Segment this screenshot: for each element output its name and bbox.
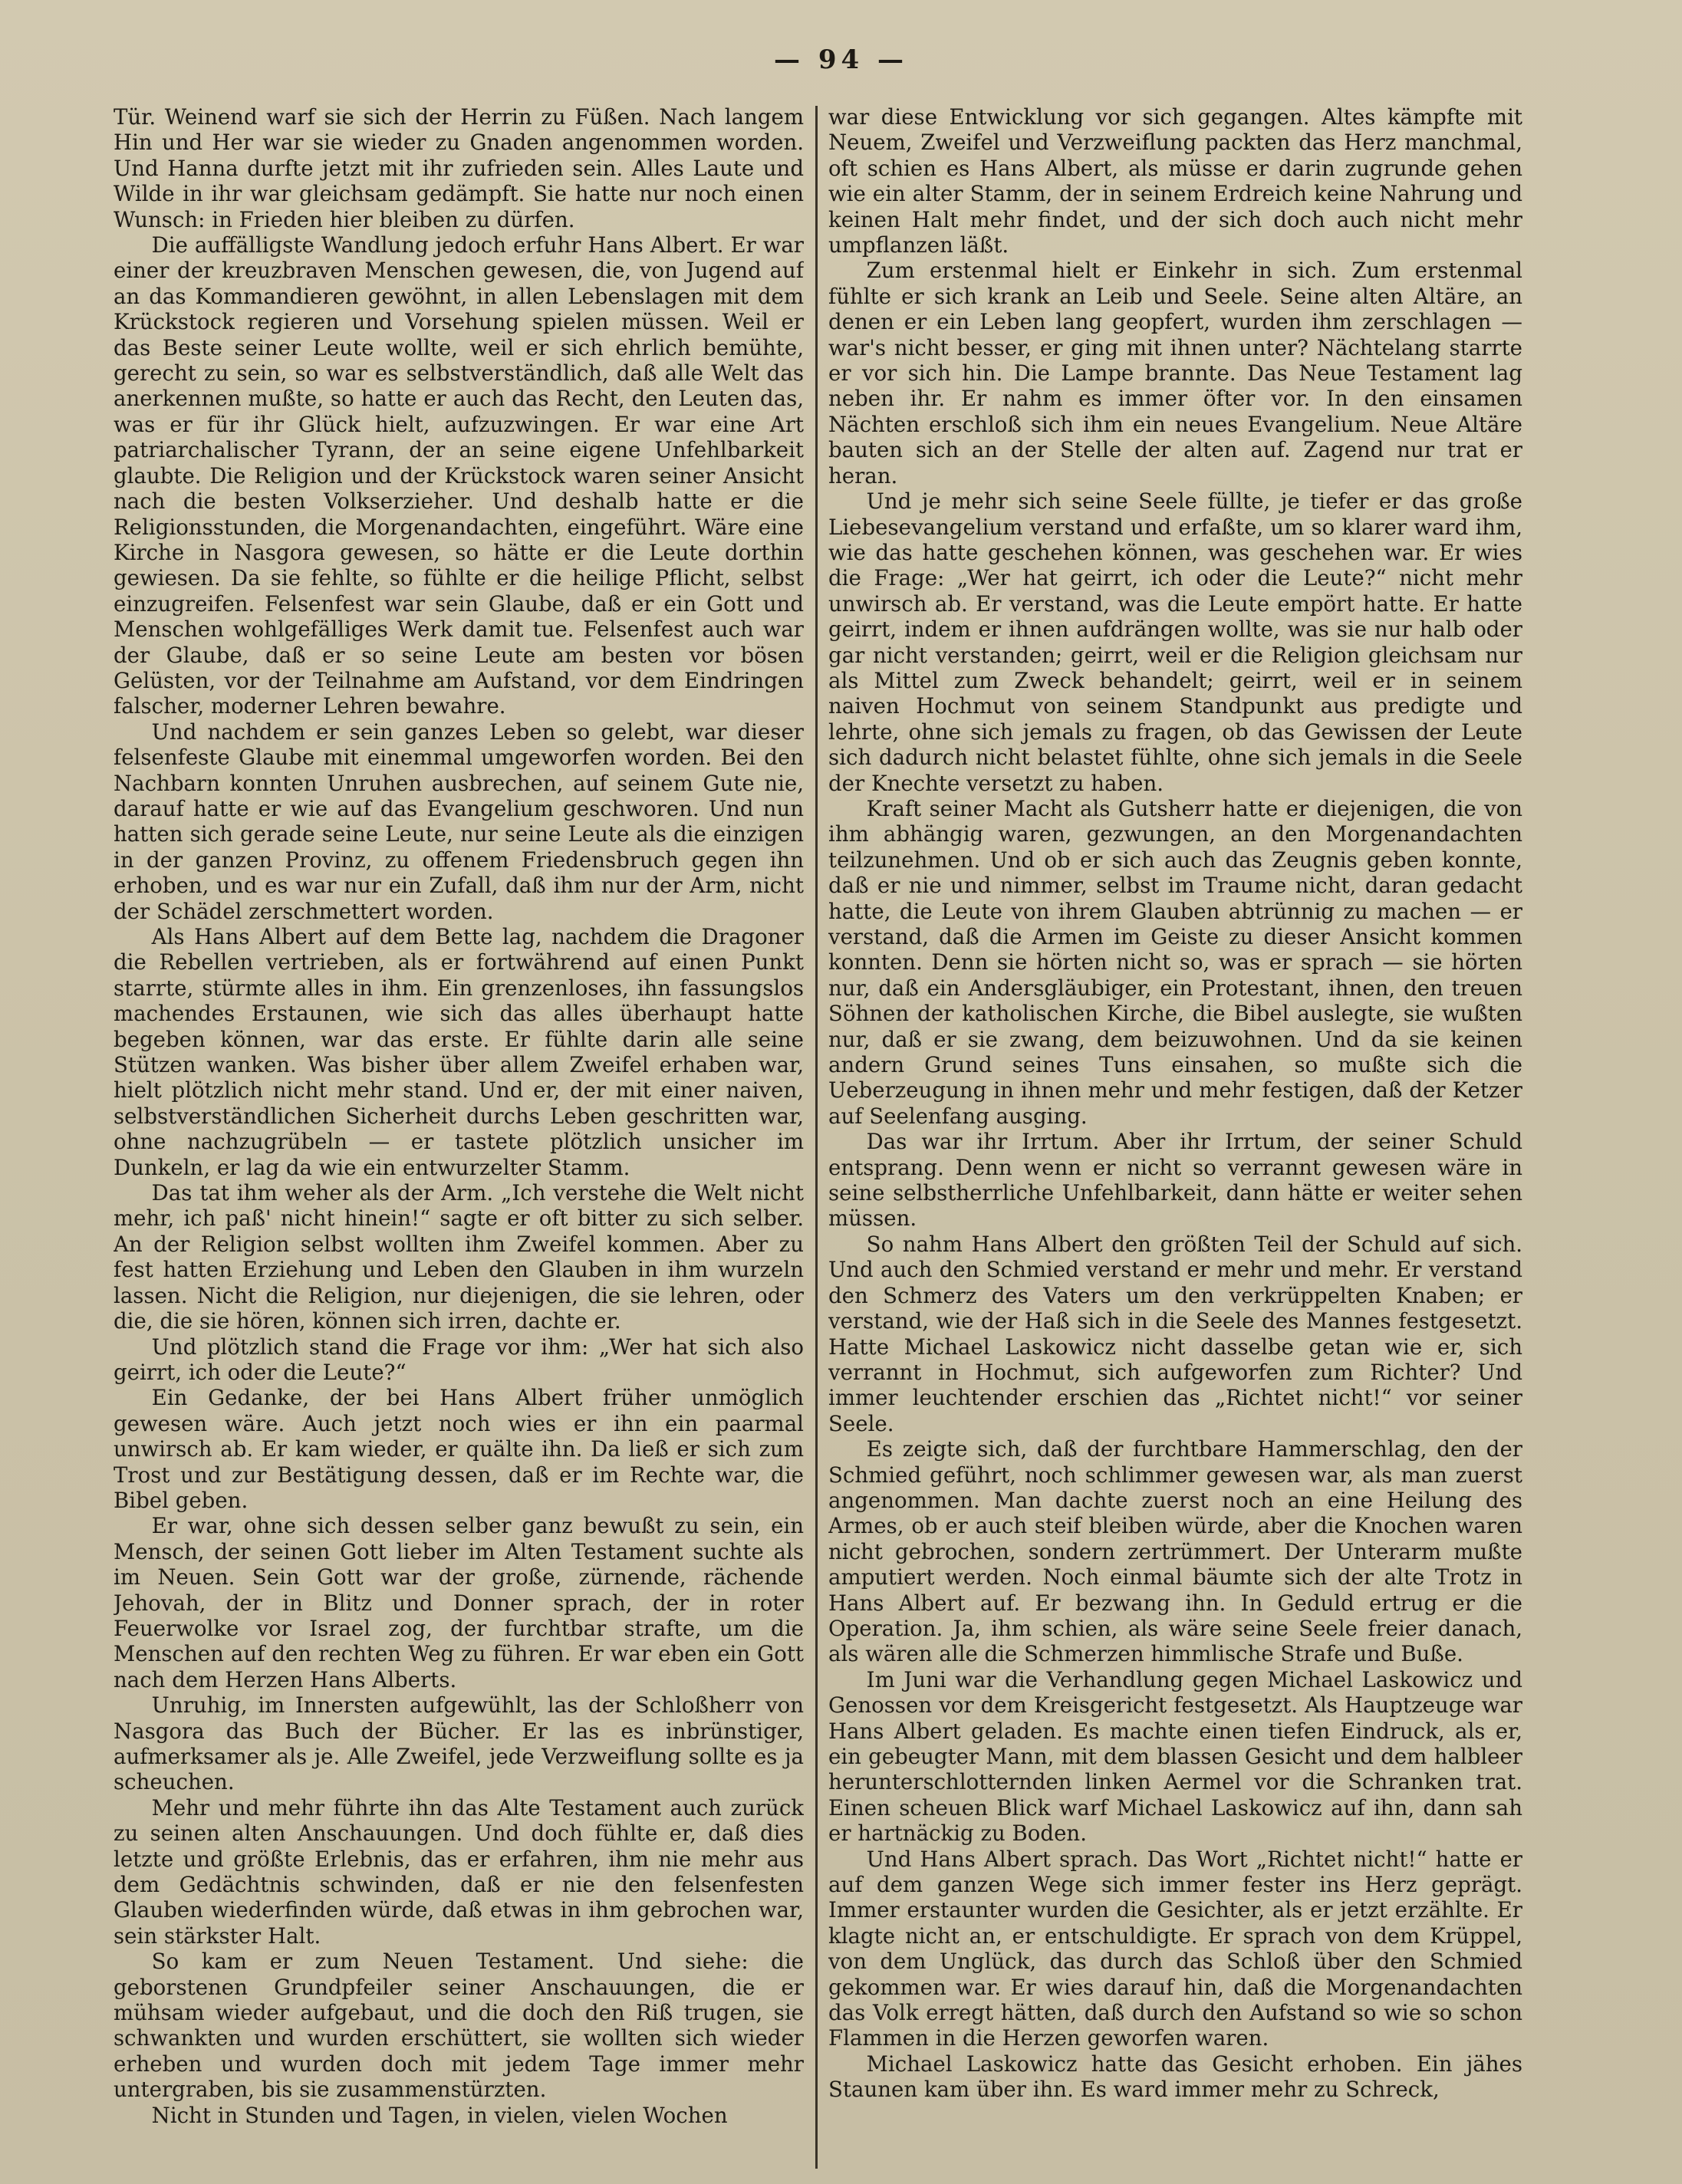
paragraph: So kam er zum Neuen Testament. Und siehe: die geborstenen Grundpfeiler seiner Anschauungen, die er mühsam wieder aufgebaut, und die doch den Riß trugen, sie schwankten und wurden erschüttert, sie wollten sich wieder erheben und wurden doch mit jedem Tage immer mehr untergraben, bis sie zusammenstürzten.: [114, 1949, 804, 2103]
paragraph: Kraft seiner Macht als Gutsherr hatte er diejenigen, die von ihm abhängig waren, gezwungen, an den Morgenandachten teilzunehmen. Und ob er sich auch das Zeugnis geben konnte, daß er nie und nimmer, selbst im Traume nicht, daran gedacht hatte, die Leute von ihrem Glauben abtrünnig zu machen — er verstand, daß die Armen im Geiste zu dieser Ansicht kommen konnten. Denn sie hörten nicht so, was er sprach — sie hörten nur, daß ein Andersgläubiger, ein Protestant, ihnen, den treuen Söhnen der katholischen Kirche, die Bibel auslegte, sie wußten nur, daß er sie zwang, dem beizuwohnen. Und da sie keinen andern Grund seines Tuns einsahen, so mußte sich die Ueberzeugung in ihnen mehr und mehr festigen, daß der Ketzer auf Seelenfang ausging.: [828, 795, 1522, 1129]
column-divider: [815, 106, 818, 2169]
paragraph: Nicht in Stunden und Tagen, in vielen, vielen Wochen: [151, 2102, 728, 2128]
paragraph: Und je mehr sich seine Seele füllte, je tiefer er das große Liebesevangelium verstand und erfaßte, um so klarer ward ihm, wie das hatte geschehen können, was geschehen war. Er wies die Frage: „Wer hat geirrt, ich oder die Leute?“ nicht mehr unwirsch ab. Er verstand, was die Leute empört hatte. Er hatte geirrt, indem er ihnen aufdrängen wollte, was sie nur halb oder gar nicht verstanden; geirrt, weil er die Religion gleichsam nur als Mittel zum Zweck behandelt; geirrt, weil er in seinem naiven Hochmut von seinem Standpunkt aus predigte und lehrte, ohne sich jemals zu fragen, ob das Gewissen der Leute sich dadurch nicht belastet fühlte, ohne sich jemals in die Seele der Knechte versetzt zu haben.: [828, 488, 1522, 796]
right-column: [828, 104, 1522, 2167]
page-number: — 94 —: [774, 44, 908, 75]
paragraph: Zum erstenmal hielt er Einkehr in sich. Zum erstenmal fühlte er sich krank an Leib und Seele. Seine alten Altäre, an denen er ein Leben lang geopfert, wurden ihm zerschlagen — war's nicht besser, er ging mit ihnen unter? Nächtelang starrte er vor sich hin. Die Lampe brannte. Das Neue Testament lag neben ihr. Er nahm es immer öfter vor. In den einsamen Nächten erschloß sich ihm ein neues Evangelium. Neue Altäre bauten sich an der Stelle der alten auf. Zagend nur trat er heran.: [828, 258, 1522, 488]
left-column: [114, 104, 804, 2167]
paragraph: Und plötzlich stand die Frage vor ihm: „Wer hat sich also geirrt, ich oder die Leute?“: [114, 1334, 804, 1385]
paragraph: Tür. Weinend warf sie sich der Herrin zu Füßen. Nach langem Hin und Her war sie wieder zu Gnaden angenommen worden. Und Hanna durfte jetzt mit ihr zufrieden sein. Alles Laute und Wilde in ihr war gleichsam gedämpft. Sie hatte nur noch einen Wunsch: in Frieden hier bleiben zu dürfen.: [114, 104, 804, 232]
paragraph: Das tat ihm weher als der Arm. „Ich verstehe die Welt nicht mehr, ich paß' nicht hinein!“ sagte er oft bitter zu sich selber. An der Religion selbst wollten ihm Zweifel kommen. Aber zu fest hatten Erziehung und Leben den Glauben in ihm wurzeln lassen. Nicht die Religion, nur diejenigen, die sie lehren, oder die, die sie hören, können sich irren, dachte er.: [114, 1180, 804, 1334]
paragraph: Das war ihr Irrtum. Aber ihr Irrtum, der seiner Schuld entsprang. Denn wenn er nicht so verrannt gewesen wäre in seine selbstherrliche Unfehlbarkeit, dann hätte er weiter sehen müssen.: [828, 1129, 1522, 1232]
paragraph: Unruhig, im Innersten aufgewühlt, las der Schloßherr von Nasgora das Buch der Bücher. Er las es inbrünstiger, aufmerksamer als je. Alle Zweifel, jede Verzweiflung sollte es ja scheuchen.: [114, 1692, 804, 1795]
paragraph: Als Hans Albert auf dem Bette lag, nachdem die Dragoner die Rebellen vertrieben, als er fortwährend auf einen Punkt starrte, stürmte alles in ihm. Ein grenzenloses, ihn fassungslos machendes Erstaunen, wie sich das alles überhaupt hatte begeben können, war das erste. Er fühlte darin alle seine Stützen wanken. Was bisher über allem Zweifel erhaben war, hielt plötzlich nicht mehr stand. Und er, der mit einer naiven, selbstverständlichen Sicherheit durchs Leben geschritten war, ohne nachzugrübeln — er tastete plötzlich unsicher im Dunkeln, er lag da wie ein entwurzelter Stamm.: [114, 924, 804, 1180]
paragraph: war diese Entwicklung vor sich gegangen. Altes kämpfte mit Neuem, Zweifel und Verzweiflung packten das Herz manchmal, oft schien es Hans Albert, als müsse er darin zugrunde gehen wie ein alter Stamm, der in seinem Erdreich keine Nahrung und keinen Halt mehr findet, und der sich doch auch nicht mehr umpflanzen läßt.: [828, 104, 1522, 258]
paragraph: Mehr und mehr führte ihn das Alte Testament auch zurück zu seinen alten Anschauungen. Und doch fühlte er, daß dies letzte und größte Erlebnis, das er erfahren, ihm nie mehr aus dem Gedächtnis schwinden, daß er nie den felsenfesten Glauben wiederfinden würde, daß etwas in ihm gebrochen war, sein stärkster Halt.: [114, 1794, 804, 1949]
paragraph: Er war, ohne sich dessen selber ganz bewußt zu sein, ein Mensch, der seinen Gott lieber im Alten Testament suchte als im Neuen. Sein Gott war der große, zürnende, rächende Jehovah, der in Blitz und Donner sprach, der in roter Feuerwolke vor Israel zog, der furchtbar strafte, um die Menschen auf den rechten Weg zu führen. Er war eben ein Gott nach dem Herzen Hans Alberts.: [114, 1513, 804, 1692]
paragraph: Im Juni war die Verhandlung gegen Michael Laskowicz und Genossen vor dem Kreisgericht festgesetzt. Als Hauptzeuge war Hans Albert geladen. Es machte einen tiefen Eindruck, als er, ein gebeugter Mann, mit dem blassen Gesicht und dem halbleer herunterschlotternden linken Aermel vor die Schranken trat. Einen scheuen Blick warf Michael Laskowicz auf ihn, dann sah er hartnäckig zu Boden.: [828, 1666, 1522, 1847]
paragraph: Michael Laskowicz hatte das Gesicht erhoben. Ein jähes Staunen kam über ihn. Es ward immer mehr zu Schreck,: [828, 2051, 1522, 2103]
paragraph: Und Hans Albert sprach. Das Wort „Richtet nicht!“ hatte er auf dem ganzen Wege sich immer fester ins Herz geprägt. Immer erstaunter wurden die Gesichter, als er jetzt erzählte. Er klagte nicht an, er entschuldigte. Er sprach von dem Krüppel, von dem Unglück, das durch das Schloß über den Schmied gekommen war. Er wies darauf hin, daß die Morgenandachten das Volk erregt hätten, daß durch den Aufstand so wie so schon Flammen in die Herzen geworfen waren.: [828, 1846, 1522, 2051]
paragraph: Ein Gedanke, der bei Hans Albert früher unmöglich gewesen wäre. Auch jetzt noch wies er ihn ein paarmal unwirsch ab. Er kam wieder, er quälte ihn. Da ließ er sich zum Trost und zur Bestätigung dessen, daß er im Rechte war, die Bibel geben.: [114, 1385, 804, 1513]
paragraph: Und nachdem er sein ganzes Leben so gelebt, war dieser felsenfeste Glaube mit einemmal umgeworfen worden. Bei den Nachbarn konnten Unruhen ausbrechen, auf seinem Gute nie, darauf hatte er wie auf das Evangelium geschworen. Und nun hatten sich gerade seine Leute, nur seine Leute als die einzigen in der ganzen Provinz, zu offenem Friedensbruch gegen ihn erhoben, und es war nur ein Zufall, daß ihm nur der Arm, nicht der Schädel zerschmettert worden.: [114, 719, 804, 924]
paragraph: Die auffälligste Wandlung jedoch erfuhr Hans Albert. Er war einer der kreuzbraven Menschen gewesen, die, von Jugend auf an das Kommandieren gewöhnt, in allen Lebenslagen mit dem Krückstock regieren und Vorsehung spielen müssen. Weil er das Beste seiner Leute wollte, weil er sich ehrlich bemühte, gerecht zu sein, so war es selbstverständlich, daß alle Welt das anerkennen mußte, so hatte er auch das Recht, den Leuten das, was er für ihr Glück hielt, aufzuzwingen. Er war eine Art patriarchalischer Tyrann, der an seine eigene Unfehlbarkeit glaubte. Die Religion und der Krückstock waren seiner Ansicht nach die besten Volkserzieher. Und deshalb hatte er die Religionsstunden, die Morgenandachten, eingeführt. Wäre eine Kirche in Nasgora gewesen, so hätte er die Leute dorthin gewiesen. Da sie fehlte, so fühlte er die heilige Pflicht, selbst einzugreifen. Felsenfest war sein Glaube, daß er ein Gott und Menschen wohlgefälliges Werk damit tue. Felsenfest auch war der Glaube, daß er so seine Leute am besten vor bösen Gelüsten, vor der Teilnahme am Aufstand, vor dem Eindringen falscher, moderner Lehren bewahre.: [114, 232, 804, 719]
paragraph: So nahm Hans Albert den größten Teil der Schuld auf sich. Und auch den Schmied verstand er mehr und mehr. Er verstand den Schmerz des Vaters um den verkrüppelten Knaben; er verstand, wie der Haß sich in die Seele des Mannes festgesetzt. Hatte Michael Laskowicz nicht dasselbe getan wie er, sich verrannt in Hochmut, sich aufgeworfen zum Richter? Und immer leuchtender erschien das „Richtet nicht!“ vor seiner Seele.: [828, 1231, 1522, 1436]
paragraph: Es zeigte sich, daß der furchtbare Hammerschlag, den der Schmied geführt, noch schlimmer gewesen war, als man zuerst angenommen. Man dachte zuerst noch an eine Heilung des Armes, ob er auch steif bleiben würde, aber die Knochen waren nicht gebrochen, sondern zertrümmert. Der Unterarm mußte amputiert werden. Noch einmal bäumte sich der alte Trotz in Hans Albert auf. Er bezwang ihn. In Geduld ertrug er die Operation. Ja, ihm schien, als wäre seine Seele freier danach, als wären alle die Schmerzen himmlische Strafe und Buße.: [828, 1436, 1522, 1667]
